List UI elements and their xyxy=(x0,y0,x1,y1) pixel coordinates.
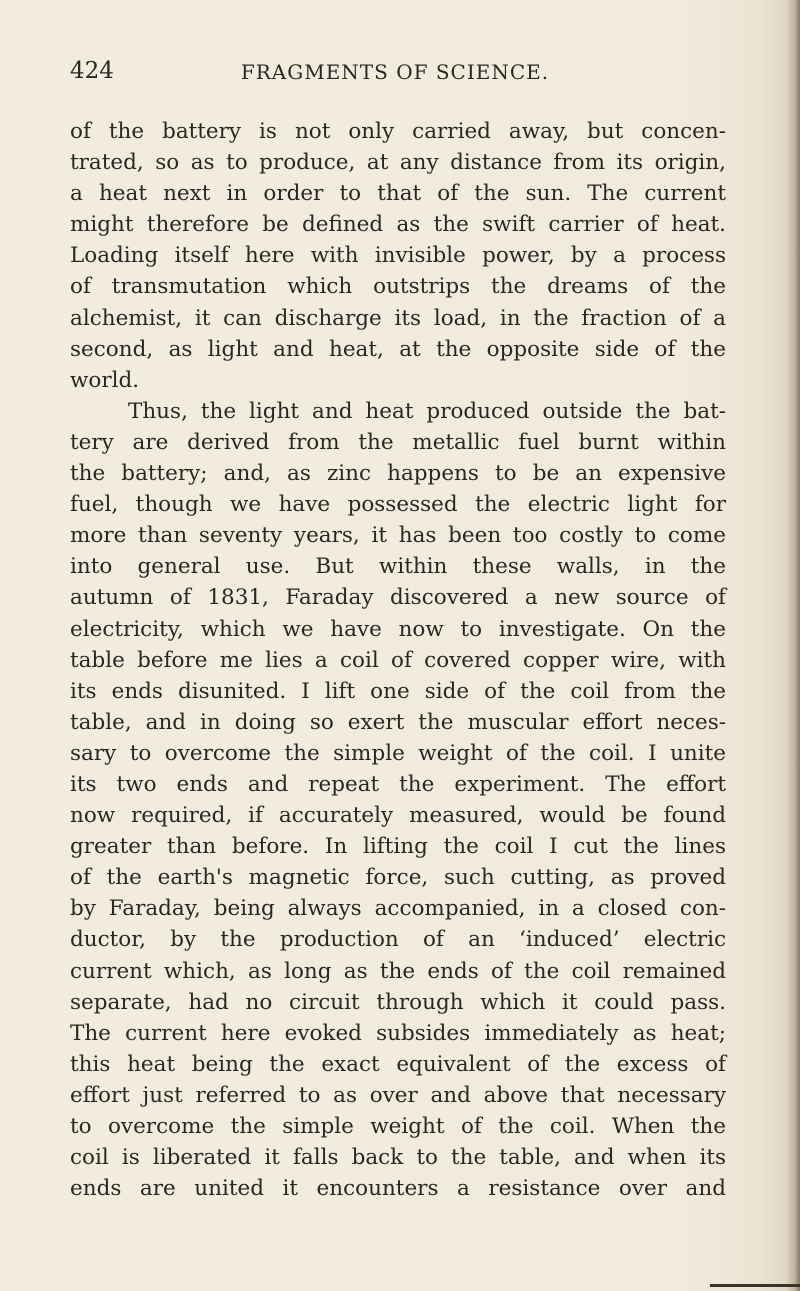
text-line: table before me lies a coil of covered copper wire, with xyxy=(70,647,726,673)
text-line: ends are united it encounters a resistance over and xyxy=(70,1176,726,1202)
page-number: 424 xyxy=(70,58,114,84)
text-line: separate, had no circuit through which it could pass. xyxy=(70,989,726,1015)
text-line: electricity, which we have now to investigate. On the xyxy=(70,616,726,642)
text-line: table, and in doing so exert the muscular effort neces- xyxy=(70,709,726,735)
text-line: this heat being the exact equivalent of the excess of xyxy=(70,1051,726,1077)
text-line: second, as light and heat, at the opposite side of the xyxy=(70,336,726,362)
text-line: alchemist, it can discharge its load, in the fraction of a xyxy=(70,305,726,331)
page-edge-shadow xyxy=(786,0,800,1291)
text-line: its two ends and repeat the experiment. The effort xyxy=(70,771,726,797)
page-header xyxy=(70,58,720,88)
body-text xyxy=(70,116,726,1204)
text-line: coil is liberated it falls back to the table, and when its xyxy=(70,1145,726,1171)
text-line: world. xyxy=(70,367,140,393)
text-line: the battery; and, as zinc happens to be an expensive xyxy=(70,461,726,487)
text-line: fuel, though we have possessed the electric light for xyxy=(70,492,726,518)
paragraph-start-line: Thus, the light and heat produced outside the bat- xyxy=(128,398,726,424)
text-line: might therefore be defined as the swift carrier of heat. xyxy=(70,212,726,238)
text-line: into general use. But within these walls, in the xyxy=(70,554,726,580)
text-line: The current here evoked subsides immediately as heat; xyxy=(70,1020,726,1046)
text-line: Loading itself here with invisible power, by a process xyxy=(70,243,726,269)
text-line: trated, so as to produce, at any distance from its origin, xyxy=(70,150,726,176)
text-line: of transmutation which outstrips the dreams of the xyxy=(70,274,726,300)
text-line: tery are derived from the metallic fuel burnt within xyxy=(70,429,726,455)
text-line: to overcome the simple weight of the coil. When the xyxy=(70,1114,726,1139)
text-line: ductor, by the production of an ‘induced’ electric xyxy=(70,927,726,953)
text-line: by Faraday, being always accompanied, in a closed con- xyxy=(70,896,726,922)
text-line: sary to overcome the simple weight of the coil. I unite xyxy=(70,740,726,766)
text-line: a heat next in order to that of the sun. The current xyxy=(70,181,726,207)
text-line: current which, as long as the ends of the coil remained xyxy=(70,958,726,984)
running-head: FRAGMENTS OF SCIENCE. xyxy=(240,60,550,84)
text-line: of the battery is not only carried away, but concen- xyxy=(70,119,726,144)
text-line: more than seventy years, it has been too costly to come xyxy=(70,523,726,549)
text-line: effort just referred to as over and above that necessary xyxy=(70,1082,726,1108)
text-line: greater than before. In lifting the coil I cut the lines xyxy=(70,834,726,860)
text-line: its ends disunited. I lift one side of the coil from the xyxy=(70,678,726,704)
text-line: autumn of 1831, Faraday discovered a new source of xyxy=(70,585,726,611)
page-corner-rule xyxy=(710,1284,800,1287)
text-line: now required, if accurately measured, would be found xyxy=(70,803,726,829)
text-line: of the earth's magnetic force, such cutting, as proved xyxy=(70,865,726,891)
